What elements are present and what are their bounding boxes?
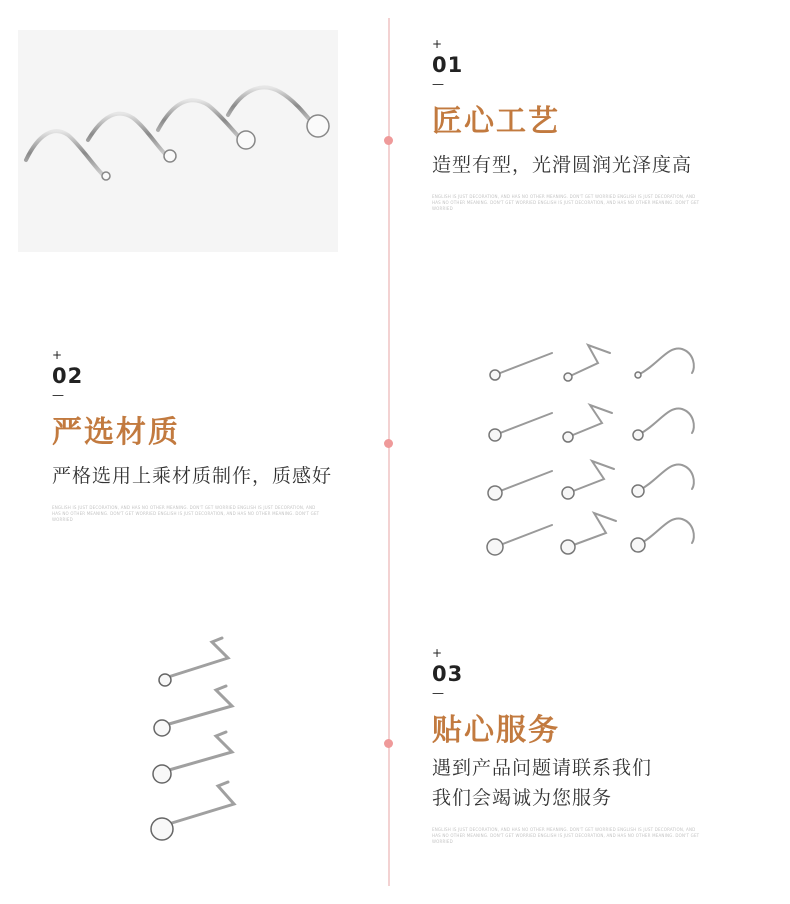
dash-mark: — [432,686,444,700]
dash-mark: — [432,77,444,91]
section-description-line: 造型有型，光滑圆润光泽度高 [432,154,693,176]
section-description-line: 遇到产品问题请联系我们 [432,757,653,779]
plus-mark: + [432,646,443,660]
l-shape-nose-studs-photo [140,636,250,864]
plus-mark: + [432,37,443,51]
section-title: 匠心工艺 [432,104,560,139]
section-craft [432,38,762,212]
decorative-fine-print: ENGLISH IS JUST DECORATION, AND HAS NO OTHER MEANING. DON'T GET WORRIED ENGLISH IS JUST DECORATION, AND HAS NO OTHER MEANING. DON'T GET WORRIED ENGLISH IS JUST DECORATION, AND HAS NO OTHER MEANING. DON'T GET WORRIED [432,827,700,844]
decorative-fine-print: ENGLISH IS JUST DECORATION, AND HAS NO OTHER MEANING. DON'T GET WORRIED ENGLISH IS JUST DECORATION, AND HAS NO OTHER MEANING. DON'T GET WORRIED ENGLISH IS JUST DECORATION, AND HAS NO OTHER MEANING. DON'T GET WORRIED [52,505,320,522]
timeline-dot-1 [384,136,393,145]
timeline-dot-3 [384,739,393,748]
decorative-fine-print: ENGLISH IS JUST DECORATION, AND HAS NO OTHER MEANING. DON'T GET WORRIED ENGLISH IS JUST DECORATION, AND HAS NO OTHER MEANING. DON'T GET WORRIED ENGLISH IS JUST DECORATION, AND HAS NO OTHER MEANING. DON'T GET WORRIED [432,194,700,211]
timeline-dot-2 [384,439,393,448]
section-material [52,349,382,523]
section-number: 03 [432,662,464,686]
section-title: 贴心服务 [432,713,560,748]
nose-stud-variety-grid-photo [470,335,710,565]
section-number: 01 [432,53,464,77]
section-description-line: 我们会竭诚为您服务 [432,787,613,809]
dash-mark: — [52,388,64,402]
plus-mark: + [52,348,63,362]
section-description-line: 严格选用上乘材质制作，质感好 [52,465,333,487]
curved-nose-studs-photo [18,30,338,252]
section-number: 02 [52,364,84,388]
section-title: 严选材质 [52,415,180,450]
timeline-line [388,18,390,886]
section-service [432,647,762,845]
